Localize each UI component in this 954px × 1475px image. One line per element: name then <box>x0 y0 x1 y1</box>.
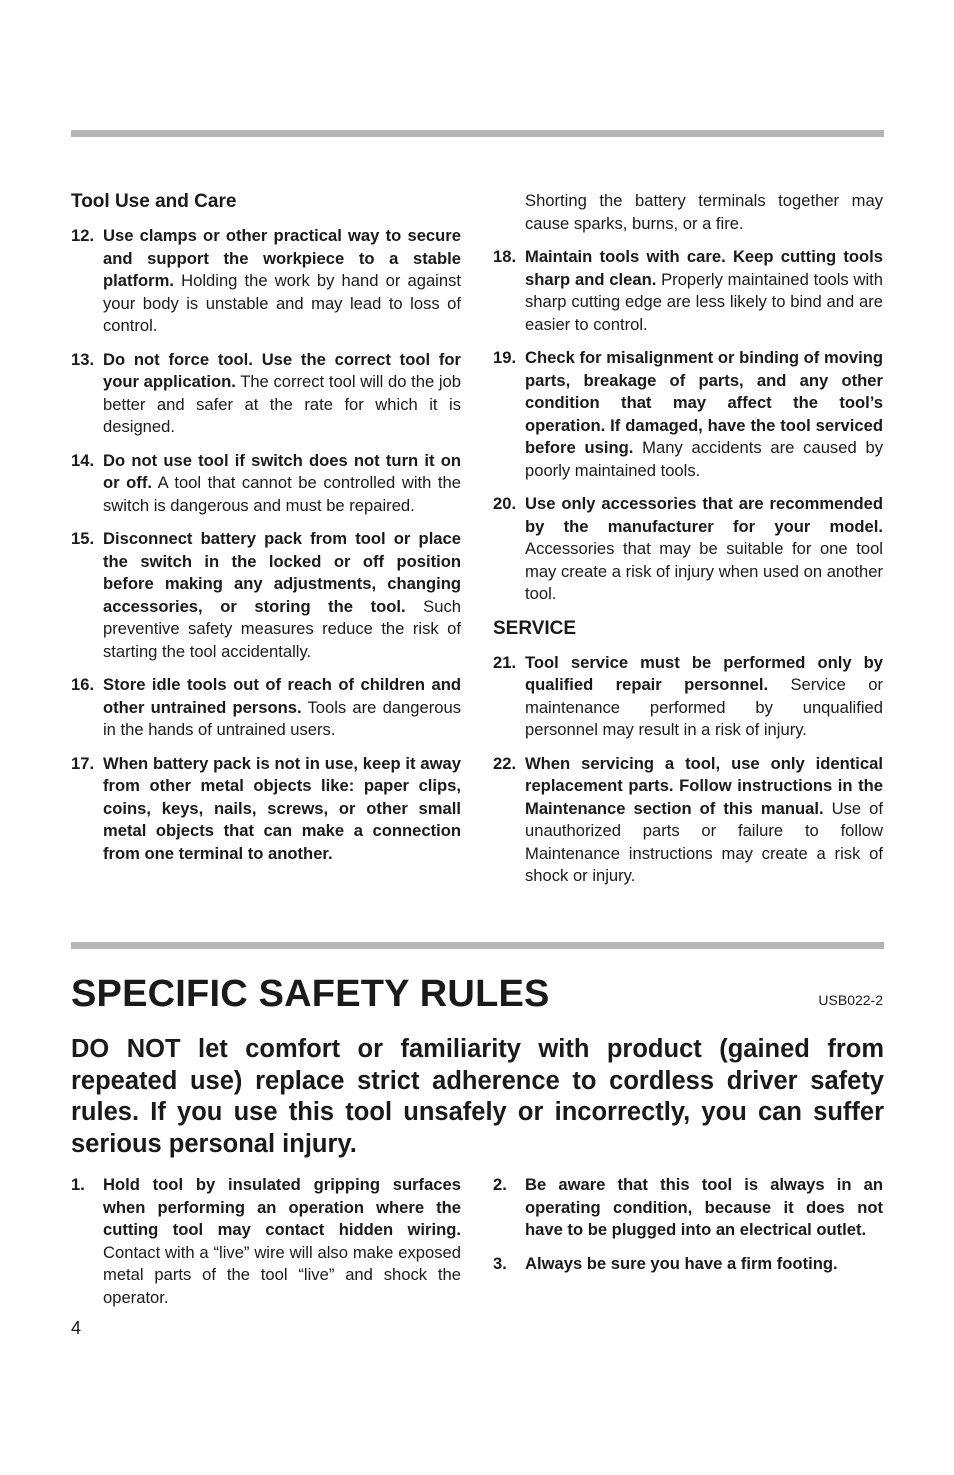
item-number: 3. <box>493 1253 507 1273</box>
continuation-text: Shorting the battery terminals together may cause sparks, burns, or a fire. <box>525 191 883 233</box>
item-number: 17. <box>71 753 95 773</box>
list-item <box>493 1174 883 1242</box>
item-bold-text: Do not use tool if switch does not turn it on or off. <box>103 450 461 492</box>
item-plain-text: Use of unauthorized parts or failure to follow Maintenance instructions may create a risk of shock or injury. <box>525 798 883 885</box>
item-text <box>525 652 883 742</box>
list-item <box>493 246 883 336</box>
list-item <box>71 225 461 338</box>
middle-divider <box>71 942 884 949</box>
item-bold-text: Use only accessories that are recommended by the manufacturer for your model. <box>525 494 883 536</box>
item-bold-text: Do not force tool. Use the correct tool for your application. <box>103 349 461 391</box>
item-text <box>525 753 883 888</box>
item-number: 21. <box>493 652 517 672</box>
list-item <box>493 493 883 606</box>
tool-use-heading: Tool Use and Care <box>71 191 237 212</box>
specific-right-list <box>493 1174 883 1275</box>
list-item <box>493 1253 883 1276</box>
specific-left-list <box>71 1174 461 1309</box>
item-number: 20. <box>493 494 517 513</box>
item-number: 19. <box>493 348 517 367</box>
section-title: SPECIFIC SAFETY RULES <box>71 973 550 1015</box>
item-number: 14. <box>71 450 95 470</box>
item-plain-text: Such preventive safety measures reduce the risk of starting the tool accidentally. <box>103 596 461 661</box>
list-item <box>71 753 461 866</box>
document-code: USB022-2 <box>818 992 883 1008</box>
tool-use-list <box>71 225 461 865</box>
item-text <box>103 1174 461 1309</box>
item-number: 22. <box>493 753 517 773</box>
warning-statement: DO NOT let comfort or familiarity with product (gained from repeated use) replace strict adherence to cordless driver safety rules. If you use this tool unsafely or incorrectly, you can suffer serious personal injury. <box>71 1035 884 1158</box>
list-item <box>493 347 883 482</box>
item-text <box>525 246 883 336</box>
list-item <box>493 753 883 888</box>
item-text <box>525 1174 883 1242</box>
right-column <box>493 190 883 899</box>
service-list <box>493 652 883 888</box>
item-number: 12. <box>71 226 95 245</box>
item-number: 1. <box>71 1175 85 1194</box>
item-bold-text: Use clamps or other practical way to secure and support the workpiece to a stable platform. <box>103 226 461 290</box>
item-plain-text: Accessories that may be suitable for one tool may create a risk of injury when used on another tool. <box>525 539 883 603</box>
item-bold-text: Always be sure you have a firm footing. <box>525 1253 838 1273</box>
item-plain-text: Tools are dangerous in the hands of untrained users. <box>103 697 461 739</box>
item-plain-text: Service or maintenance performed by unqualified personnel may result in a risk of injury. <box>525 675 883 739</box>
item-plain-text: Contact with a “live” wire will also make exposed metal parts of the tool “live” and shock the operator. <box>103 1242 461 1307</box>
list-item <box>71 528 461 663</box>
item-bold-text: Maintain tools with care. Keep cutting tools sharp and clean. <box>525 247 883 289</box>
page-number: 4 <box>71 1318 82 1338</box>
item-number: 18. <box>493 247 517 266</box>
item-plain-text: The correct tool will do the job better and safer at the rate for which it is designed. <box>103 372 461 436</box>
item-bold-text: Check for misalignment or binding of moving parts, breakage of parts, and any other condition that may affect the tool’s operation. If damaged, have the tool serviced before using. <box>525 348 883 457</box>
item-text <box>103 753 461 866</box>
top-divider <box>71 130 884 137</box>
list-item <box>71 450 461 518</box>
tool-use-column <box>71 190 461 876</box>
item-text <box>525 493 883 606</box>
maintenance-list <box>493 246 883 606</box>
item-number: 16. <box>71 675 95 694</box>
item-bold-text: Tool service must be performed only by qualified repair personnel. <box>525 652 883 694</box>
item-plain-text: Holding the work by hand or against your body is unstable and may lead to loss of control. <box>103 271 461 335</box>
item-plain-text: Many accidents are caused by poorly maintained tools. <box>525 438 883 480</box>
item-plain-text: A tool that cannot be controlled with the switch is dangerous and must be repaired. <box>103 473 461 515</box>
item-bold-text: When servicing a tool, use only identical replacement parts. Follow instructions in the Maintenance section of this manual. <box>525 753 883 818</box>
item-text <box>103 450 461 518</box>
list-item <box>71 674 461 742</box>
item-text <box>103 674 461 742</box>
item-bold-text: Disconnect battery pack from tool or place the switch in the locked or off position before making any adjustments, changing accessories, or storing the tool. <box>103 529 461 616</box>
item-number: 13. <box>71 349 95 369</box>
item-plain-text: Properly maintained tools with sharp cutting edge are less likely to bind and are easier to control. <box>525 269 883 334</box>
list-item <box>493 652 883 742</box>
item-bold-text: Store idle tools out of reach of children and other untrained persons. <box>103 675 461 717</box>
specific-left-column <box>71 1174 461 1320</box>
service-heading: SERVICE <box>493 617 577 639</box>
item-bold-text: Hold tool by insulated gripping surfaces when performing an operation where the cutting tool may contact hidden wiring. <box>103 1175 461 1239</box>
item-number: 15. <box>71 529 95 548</box>
item-text <box>103 349 461 439</box>
list-item <box>71 349 461 439</box>
item-text <box>103 528 461 663</box>
item-text <box>525 1253 883 1276</box>
item-number: 2. <box>493 1175 507 1194</box>
specific-right-column <box>493 1174 883 1286</box>
item-text <box>103 225 461 338</box>
item-bold-text: Be aware that this tool is always in an operating condition, because it does not have to be plugged into an electrical outlet. <box>525 1175 883 1239</box>
item-bold-text: When battery pack is not in use, keep it away from other metal objects like: paper clips, coins, keys, nails, screws, or other small metal objects that can make a connection from one terminal to another. <box>103 753 461 863</box>
item-text <box>525 347 883 482</box>
list-item <box>71 1174 461 1309</box>
